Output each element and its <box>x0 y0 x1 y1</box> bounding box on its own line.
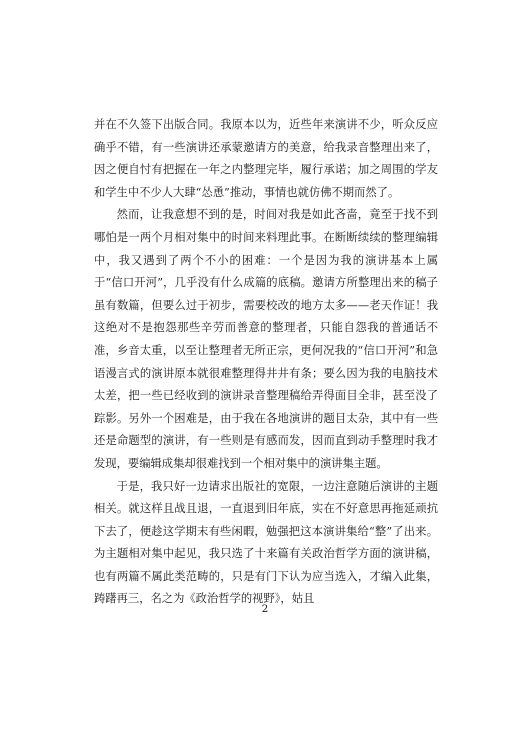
paragraph: 然而，让我意想不到的是，时间对我是如此吝啬，竟至于找不到哪怕是一两个月相对集中的时间来料理此事。在断断续续的整理编辑中，我又遇到了两个不小的困难：一个是因为我的演讲基本上属于“信口开河”，几乎没有什么成篇的底稿。邀请方所整理出来的稿子虽有数篇，但要么过于初步，需要校改的地方太多——老天作证！我这绝对不是抱怨那些辛劳而善意的整理者，只能自怨我的普通话不准，乡音太重，以至让整理者无所正宗，更何况我的“信口开河”和急语漫言式的演讲原本就很难整理得井井有条；要么因为我的电脑技术太差，把一些已经收到的演讲录音整理稿给弄得面目全非，甚至没了踪影。另外一个困难是，由于我在各地演讲的题目太杂，其中有一些还是命题型的演讲，有一些则是有感而发，因而直到动手整理时我才发现，要编辑成集却很难找到一个相对集中的演讲集主题。 <box>94 208 438 470</box>
paragraph-continued: 并在不久签下出版合同。我原本以为，近些年来演讲不少，听众反应确乎不错，有一些演讲还承蒙邀请方的美意，给我录音整理出来了，因之便自忖有把握在一年之内整理完毕，履行承诺；加之周围的学友和学生中不少人大肆“怂恿”推动，事情也就仿佛不期而然了。 <box>94 118 438 199</box>
body-text <box>94 114 438 611</box>
paragraph: 于是，我只好一边请求出版社的宽限，一边注意随后演讲的主题相关。就这样且战且退，一直退到旧年底，实在不好意思再拖延顽抗下去了，便趁这学期末有些闲暇，勉强把这本演讲集给“整”了出来。为主题相对集中起见，我只选了十来篇有关政治哲学方面的演讲稿，也有两篇不属此类范畴的，只是有门下认为应当选入，才编入此集，踌躇再三，名之为《政治哲学的视野》，姑且 <box>94 479 438 606</box>
page-number: 2 <box>261 603 269 615</box>
